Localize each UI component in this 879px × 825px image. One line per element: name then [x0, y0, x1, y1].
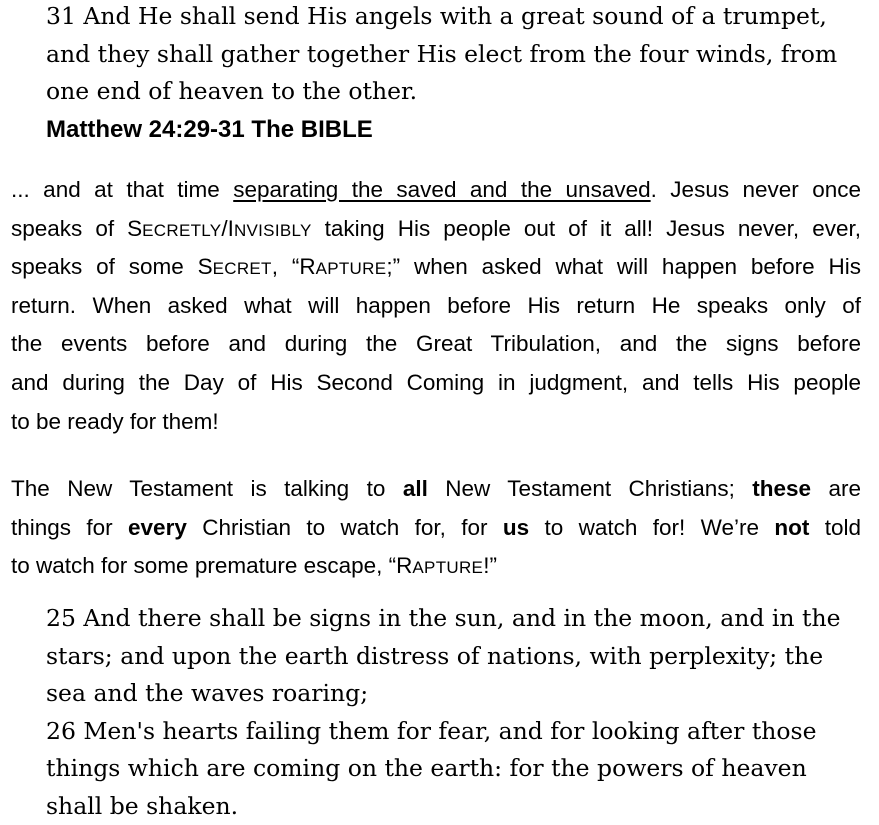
- text-run: speaks of some: [11, 254, 198, 279]
- paragraph-line: to be ready for them!: [11, 403, 861, 442]
- bold-text: not: [774, 515, 809, 540]
- verse-line: one end of heaven to the other.: [46, 73, 837, 111]
- small-caps-initial: I: [228, 216, 234, 241]
- paragraph-line: [11, 248, 861, 287]
- text-run: New Testament Christians;: [428, 476, 752, 501]
- paragraph-line: return. When asked what will happen before His return He speaks only of: [11, 287, 861, 326]
- small-caps-initial: R: [299, 254, 315, 279]
- verse-line: things which are coming on the earth: for the powers of heaven: [46, 750, 841, 788]
- verse-line: and they shall gather together His elect from the four winds, from: [46, 36, 837, 74]
- text-run: Christian to watch for, for: [187, 515, 503, 540]
- paragraph-line: [11, 509, 861, 548]
- text-run: The New Testament is talking to: [11, 476, 403, 501]
- small-caps-initial: R: [396, 553, 412, 578]
- paragraph-line: [11, 470, 861, 509]
- paragraph-line: the events before and during the Great Tribulation, and the signs before: [11, 325, 861, 364]
- paragraph-watch-for: [11, 470, 861, 586]
- scripture-quote-top: [46, 0, 837, 148]
- text-run: speaks of: [11, 216, 127, 241]
- bold-text: all: [403, 476, 428, 501]
- text-run: ;” when asked what will happen before His: [386, 254, 861, 279]
- verse-line: stars; and upon the earth distress of nations, with perplexity; the: [46, 638, 841, 676]
- scripture-reference: Matthew 24:29-31 The BIBLE: [46, 111, 837, 149]
- text-run: /: [221, 216, 227, 241]
- text-run: things for: [11, 515, 128, 540]
- small-caps-text: ECRET: [213, 259, 272, 278]
- paragraph-line: [11, 210, 861, 249]
- verse-line: shall be shaken.: [46, 788, 841, 825]
- scripture-quote-bottom: [46, 600, 841, 825]
- verse-line: sea and the waves roaring;: [46, 675, 841, 713]
- text-run: !”: [483, 553, 497, 578]
- bold-text: every: [128, 515, 187, 540]
- small-caps-initial: S: [127, 216, 142, 241]
- text-run: ... and at that time: [11, 177, 233, 202]
- text-run: are: [811, 476, 861, 501]
- verse-line: 26 Men's hearts failing them for fear, and for looking after those: [46, 713, 841, 751]
- small-caps-text: APTURE: [412, 558, 483, 577]
- bold-text: these: [752, 476, 811, 501]
- bold-text: us: [503, 515, 529, 540]
- paragraph-line: [11, 547, 861, 586]
- verse-line: 25 And there shall be signs in the sun, and in the moon, and in the: [46, 600, 841, 638]
- text-run: . Jesus never once: [651, 177, 861, 202]
- small-caps-initial: S: [198, 254, 213, 279]
- underlined-text: separating the saved and the unsaved: [233, 177, 650, 202]
- text-run: to watch for! We’re: [529, 515, 774, 540]
- paragraph-line: and during the Day of His Second Coming in judgment, and tells His people: [11, 364, 861, 403]
- text-run: taking His people out of it all! Jesus never, ever,: [312, 216, 861, 241]
- paragraph-rapture-teaching: [11, 171, 861, 441]
- small-caps-text: APTURE: [316, 259, 387, 278]
- paragraph-line: [11, 171, 861, 210]
- text-run: , “: [272, 254, 300, 279]
- small-caps-text: NVISIBLY: [234, 221, 312, 240]
- small-caps-text: ECRETLY: [142, 221, 221, 240]
- text-run: to watch for some premature escape, “: [11, 553, 396, 578]
- verse-line: 31 And He shall send His angels with a great sound of a trumpet,: [46, 0, 837, 36]
- text-run: told: [809, 515, 861, 540]
